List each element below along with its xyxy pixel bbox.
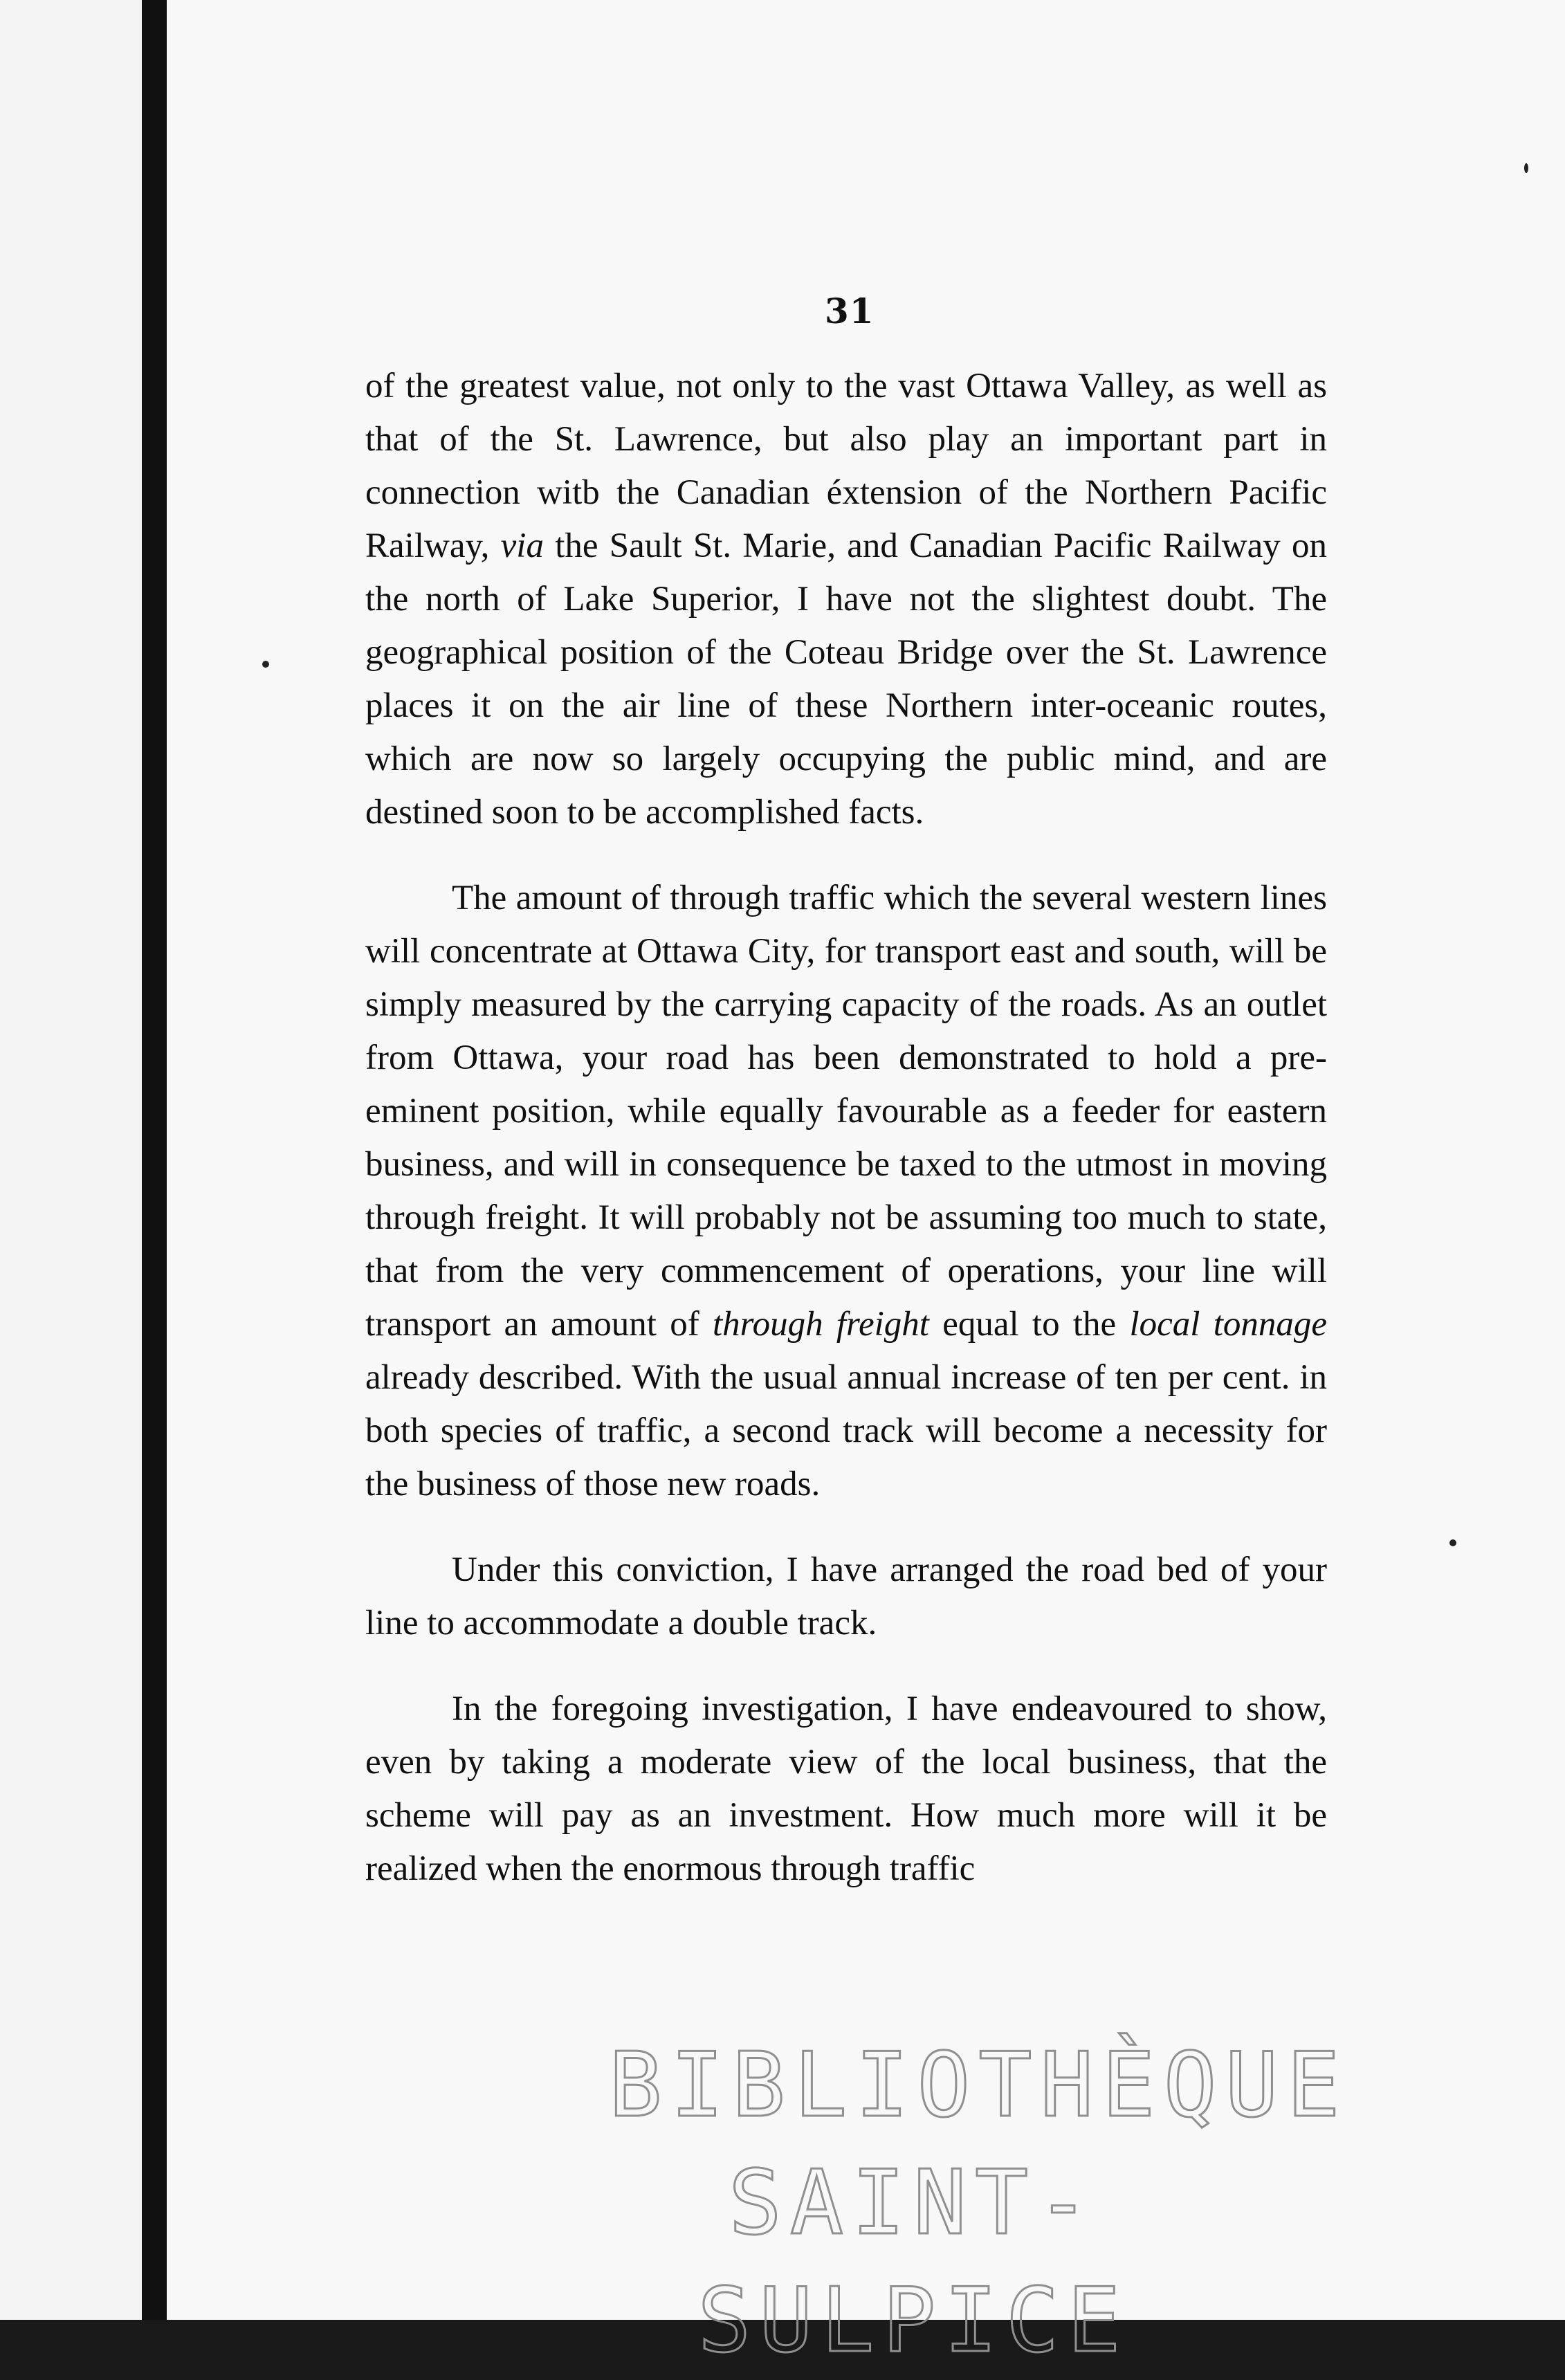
text-run: The amount of through traffic which the several western lines will concentrate at Ottawa City, for transport east and south, will be simply measured by the carrying capacity of the roads. As an outlet from Ottawa, your road has been demonstrated to hold a pre-eminent position, while equally favourable as a feeder for eastern business, and will in consequence be taxed to the utmost in moving through freight. It will probably not be assuming too much to state, that from the very commencement of operations, your line will transport an amount of — [365, 879, 1327, 1344]
text-run: the Sault St. Marie, and Canadian Pacific Railway on the north of Lake Superior, I have not the slightest doubt. The geographical position of the Coteau Bridge over the St. Lawrence places it on the air line of these Northern inter-oceanic routes, which are now so largely occupying the public mind, and are destined soon to be accomplished facts. — [365, 527, 1327, 832]
paragraph — [365, 1544, 1327, 1650]
library-perforation-stamp — [609, 2027, 1348, 2372]
paragraph — [365, 360, 1327, 839]
text-run: Under this conviction, I have arranged the road bed of your line to accommodate a double track. — [365, 1550, 1327, 1642]
text-run: In the foregoing investigation, I have endeavoured to show, even by taking a moderate view of the local business, that the scheme will pay as an investment. How much more will it be realized when the enormous through traffic — [365, 1690, 1327, 1888]
binding-gutter — [142, 0, 167, 2320]
body-text — [365, 360, 1327, 1896]
ink-speck — [1524, 163, 1528, 173]
italic-text: through freight — [712, 1305, 929, 1344]
page-number: 31 — [825, 291, 875, 331]
text-run: of the greatest value, not only to the vast Ottawa Valley, as well as that of the St. Lawrence, but also play an important part in connection witb the Canadian éxtension of the Northern Pacific Railway, — [365, 367, 1327, 565]
stamp-line-2: SAINT-SULPICE — [697, 2152, 1129, 2372]
ink-speck — [262, 661, 269, 668]
paragraph — [365, 872, 1327, 1511]
ink-speck — [1449, 1539, 1456, 1546]
facing-page-edge — [0, 0, 142, 2320]
text-run: already described. With the usual annual increase of ten per cent. in both species of traffic, a second track will become a necessity for the business of those new roads. — [365, 1358, 1327, 1503]
paragraph — [365, 1683, 1327, 1896]
italic-text: local tonnage — [1129, 1305, 1328, 1344]
italic-text: via — [500, 527, 544, 565]
stamp-line-1: BIBLIOTHÈQUE — [609, 2034, 1348, 2137]
text-run: equal to the — [928, 1305, 1130, 1344]
